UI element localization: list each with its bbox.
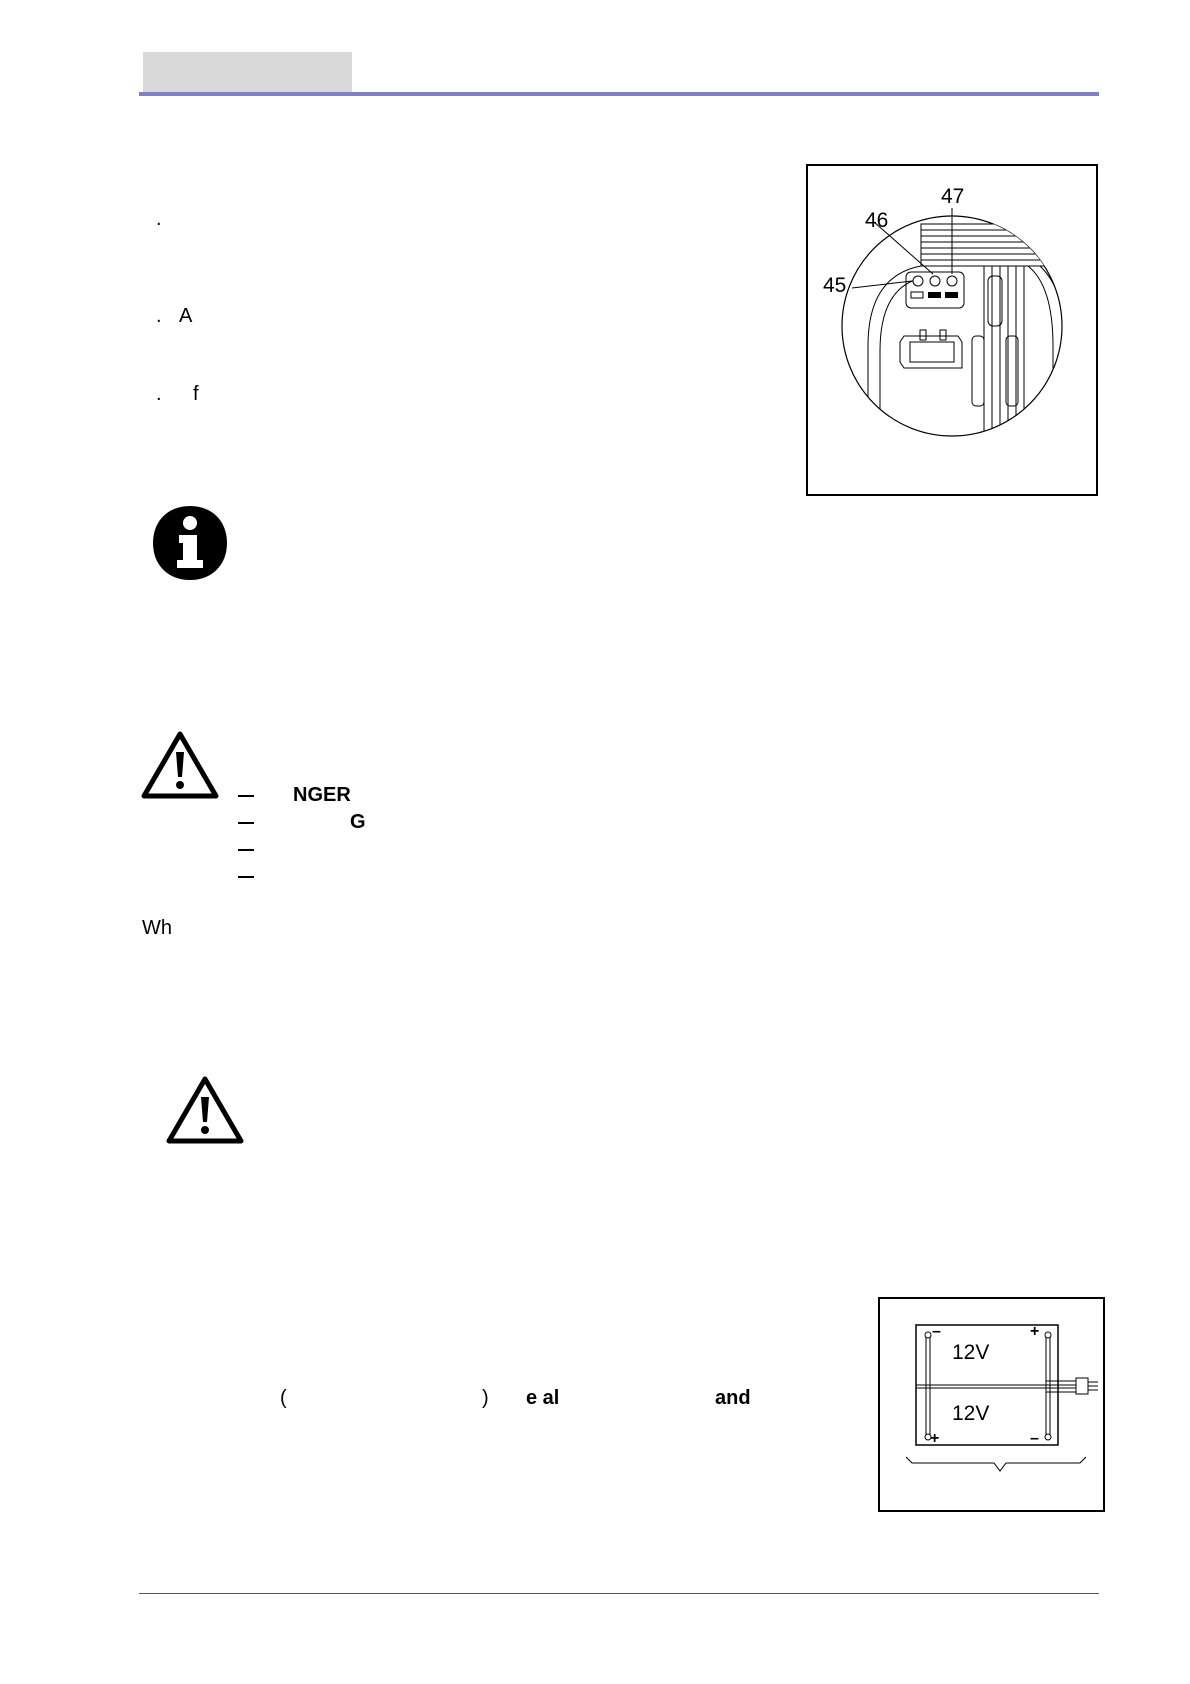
header-tab (143, 52, 352, 92)
plus-sign: + (930, 1430, 940, 1447)
warning-icon (165, 1075, 245, 1145)
warning-item-danger: NGER (293, 784, 351, 806)
label-45: 45 (823, 274, 847, 297)
label-47: 47 (941, 185, 965, 208)
open-paren: ( (280, 1387, 287, 1409)
label-46: 46 (865, 209, 889, 232)
step-2-marker: . (156, 305, 162, 327)
list-dash (238, 822, 254, 824)
minus-sign: – (932, 1323, 941, 1340)
list-dash (238, 849, 254, 851)
warning-item-warning: G (350, 811, 366, 833)
list-dash (238, 795, 254, 797)
step-3-text: f (193, 383, 199, 405)
plus-sign: + (1030, 1323, 1040, 1340)
battery-text-fragment: e al (526, 1387, 560, 1409)
list-dash (238, 876, 254, 878)
battery-wiring-drawing (880, 1299, 1103, 1510)
header-rule (139, 92, 1099, 96)
step-2-text: A (179, 305, 193, 327)
top-battery-voltage: 12V (952, 1341, 990, 1364)
paragraph-start: Wh (142, 917, 172, 939)
charger-socket-drawing (808, 166, 1096, 494)
charger-socket-figure (806, 164, 1098, 496)
info-icon (150, 503, 230, 583)
step-1-marker: . (156, 208, 162, 230)
bottom-battery-voltage: 12V (952, 1402, 990, 1425)
close-paren: ) (482, 1387, 489, 1409)
battery-wiring-figure (878, 1297, 1105, 1512)
battery-text-fragment: and (715, 1387, 751, 1409)
warning-icon (140, 730, 220, 800)
footer-rule (139, 1593, 1099, 1594)
minus-sign: – (1030, 1430, 1039, 1447)
step-3-marker: . (156, 383, 162, 405)
